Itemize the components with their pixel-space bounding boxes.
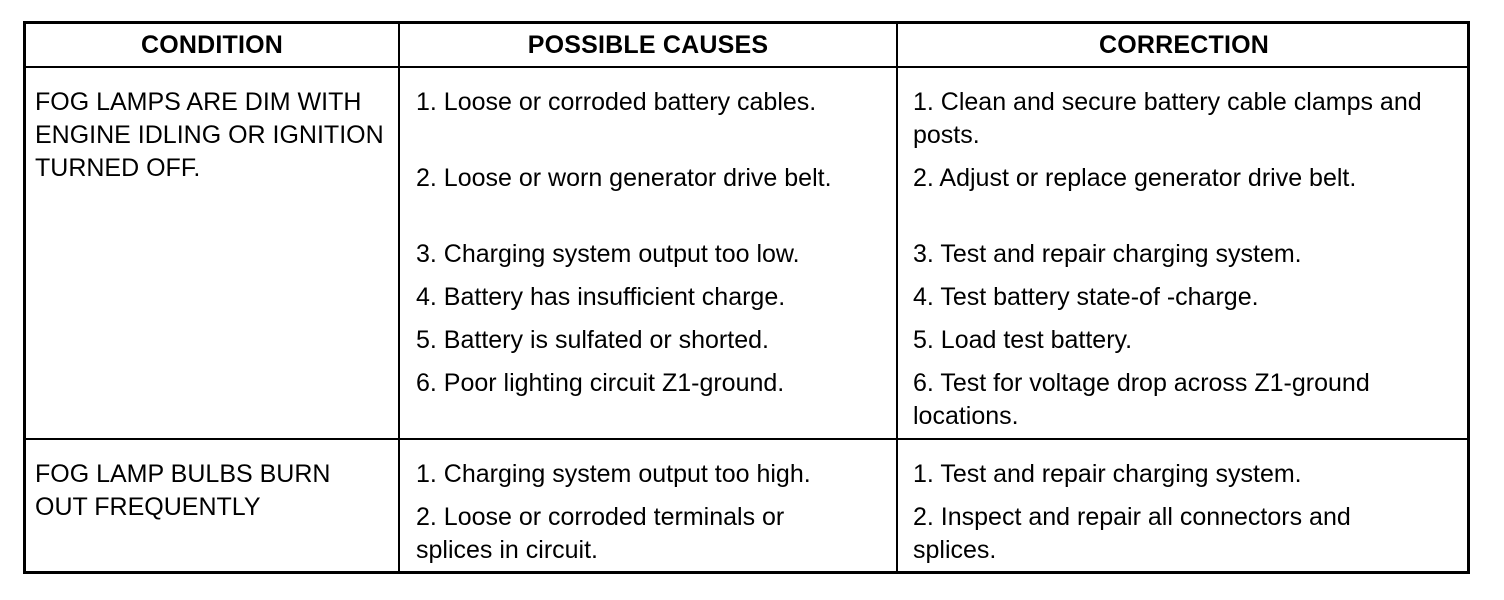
cause-item: 5. Battery is sulfated or shorted. [416,326,769,354]
correction-item: 3. Test and repair charging system. [913,240,1302,268]
column-divider [398,24,400,571]
header-condition: CONDITION [140,31,284,59]
header-correction: CORRECTION [1098,31,1270,59]
troubleshooting-table [23,21,1470,574]
cause-item: 6. Poor lighting circuit Z1-ground. [416,369,785,397]
cause-item: 2. Loose or corroded terminals or splices in circuit. [416,503,785,564]
cause-item: 1. Loose or corroded battery cables. [416,88,817,116]
header-possible-causes: POSSIBLE CAUSES [527,31,769,59]
correction-item: 6. Test for voltage drop across Z1-ground locations. [913,369,1370,430]
correction-item: 1. Test and repair charging system. [913,460,1302,488]
cause-item: 1. Charging system output too high. [416,460,811,488]
row-divider [26,438,1467,440]
condition-text: FOG LAMPS ARE DIM WITH ENGINE IDLING OR IGNITION TURNED OFF. [35,88,384,182]
correction-item: 5. Load test battery. [913,326,1133,354]
correction-item: 2. Inspect and repair all connectors and splices. [913,503,1351,564]
condition-text: FOG LAMP BULBS BURN OUT FREQUENTLY [35,460,331,521]
column-divider [896,24,898,571]
cause-item: 3. Charging system output too low. [416,240,800,268]
correction-item: 2. Adjust or replace generator drive belt. [913,164,1357,192]
correction-item: 4. Test battery state-of -charge. [913,283,1259,311]
cause-item: 4. Battery has insufficient charge. [416,283,786,311]
correction-item: 1. Clean and secure battery cable clamps and posts. [913,88,1422,149]
cause-item: 2. Loose or worn generator drive belt. [416,164,832,192]
